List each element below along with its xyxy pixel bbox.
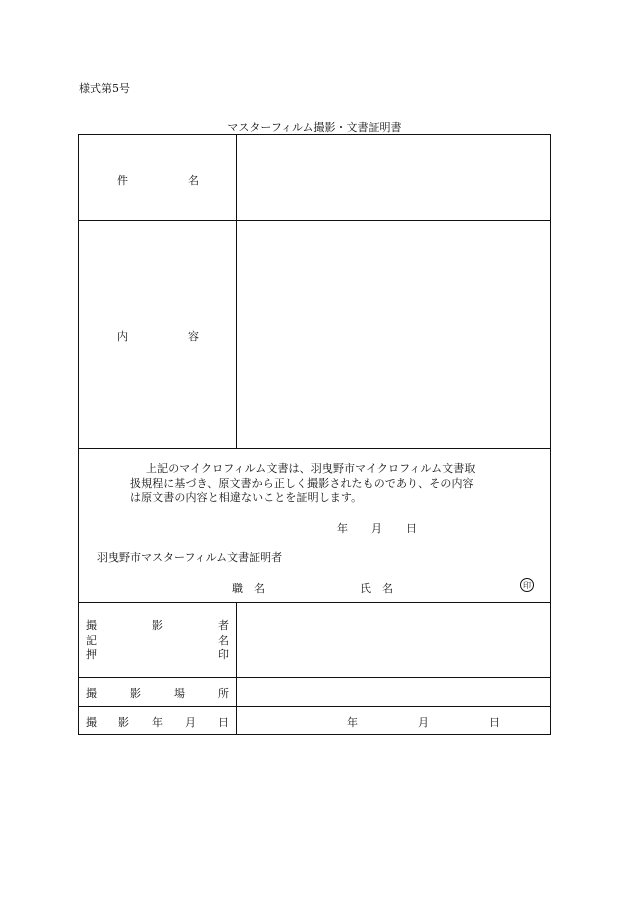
location-label: 場 [174, 687, 185, 700]
photographer-label: 押 [86, 648, 97, 661]
photographer-label: 記 [86, 634, 97, 647]
photographer-field[interactable] [237, 603, 550, 677]
row-divider [78, 706, 551, 707]
location-label: 撮 [86, 687, 97, 700]
content-field[interactable] [237, 221, 550, 448]
certification-line: は原文書の内容と相違ないことを証明します。 [130, 491, 363, 504]
document-title: マスターフィルム撮影・文書証明書 [227, 121, 402, 134]
photographer-label: 影 [152, 619, 163, 632]
photographer-label: 者 [218, 619, 229, 632]
location-label: 所 [218, 687, 229, 700]
location-label: 影 [130, 687, 141, 700]
subject-label-right: 名 [188, 174, 199, 187]
photo-date-day: 日 [489, 716, 500, 729]
cert-date-year: 年 [337, 522, 348, 535]
photo-date-label: 年 [152, 716, 163, 729]
photo-date-label: 撮 [86, 716, 97, 729]
photographer-label: 名 [218, 634, 229, 647]
photo-date-month: 月 [418, 716, 429, 729]
position-label: 職 [232, 582, 243, 595]
photo-date-year: 年 [347, 716, 358, 729]
subject-field[interactable] [237, 135, 550, 220]
certification-line: 扱規程に基づき、原文書から正しく撮影されたものであり、その内容 [130, 477, 474, 490]
photo-date-label: 月 [185, 716, 196, 729]
form-number: 様式第5号 [79, 82, 130, 95]
certifier-title: 羽曳野市マスターフィルム文書証明者 [97, 551, 283, 564]
seal-mark: 印 [520, 578, 534, 592]
cert-date-month: 月 [371, 522, 382, 535]
cert-date-day: 日 [406, 522, 417, 535]
content-label-right: 容 [188, 330, 199, 343]
content-label-left: 内 [117, 330, 128, 343]
location-field[interactable] [237, 678, 550, 706]
row-divider [78, 448, 551, 449]
photo-date-label: 日 [218, 716, 229, 729]
position-label: 名 [254, 582, 265, 595]
name-label: 名 [382, 582, 393, 595]
photo-date-label: 影 [118, 716, 129, 729]
subject-label-left: 件 [117, 174, 128, 187]
name-label: 氏 [360, 582, 371, 595]
certification-line: 上記のマイクロフィルム文書は、羽曳野市マイクロフィルム文書取 [146, 462, 476, 475]
photographer-label: 印 [218, 648, 229, 661]
photographer-label: 撮 [86, 619, 97, 632]
